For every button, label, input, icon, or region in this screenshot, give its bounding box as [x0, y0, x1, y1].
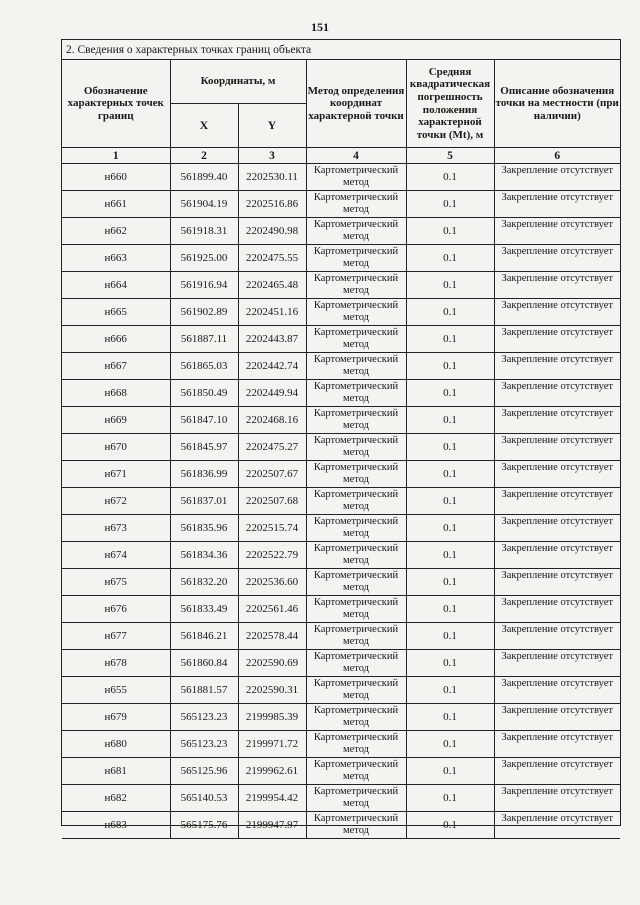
mse-cell: 0.1: [406, 704, 494, 731]
table-tail: [62, 839, 620, 859]
x-coordinate-cell: 561835.96: [170, 515, 238, 542]
y-coordinate-cell: 2202465.48: [238, 272, 306, 299]
mse-cell: 0.1: [406, 515, 494, 542]
x-coordinate-cell: 561847.10: [170, 407, 238, 434]
table-row: [62, 677, 620, 704]
point-id-cell: н655: [62, 677, 170, 704]
y-coordinate-cell: 2202516.86: [238, 191, 306, 218]
point-id-cell: н660: [62, 164, 170, 191]
mse-cell: 0.1: [406, 758, 494, 785]
description-cell: Закрепление отсутствует: [494, 191, 620, 218]
x-coordinate-cell: 565123.23: [170, 731, 238, 758]
mse-cell: 0.1: [406, 461, 494, 488]
point-id-cell: н674: [62, 542, 170, 569]
table-row: [62, 785, 620, 812]
mse-cell: 0.1: [406, 407, 494, 434]
mse-cell: 0.1: [406, 569, 494, 596]
method-cell: Картометрический метод: [306, 515, 406, 542]
column-number: 2: [170, 148, 238, 164]
method-cell: Картометрический метод: [306, 758, 406, 785]
point-id-cell: н661: [62, 191, 170, 218]
x-coordinate-cell: 561904.19: [170, 191, 238, 218]
point-id-cell: н670: [62, 434, 170, 461]
point-id-cell: н667: [62, 353, 170, 380]
table-row: [62, 245, 620, 272]
method-cell: Картометрический метод: [306, 731, 406, 758]
x-coordinate-cell: 561860.84: [170, 650, 238, 677]
description-cell: Закрепление отсутствует: [494, 731, 620, 758]
point-id-cell: н665: [62, 299, 170, 326]
header-coordinates: Координаты, м: [170, 60, 306, 104]
table-row: [62, 569, 620, 596]
method-cell: Картометрический метод: [306, 785, 406, 812]
mse-cell: 0.1: [406, 326, 494, 353]
point-id-cell: н681: [62, 758, 170, 785]
points-table: [62, 60, 620, 839]
table-row: [62, 704, 620, 731]
header-designation: Обозначение характерных точек границ: [62, 60, 170, 148]
mse-cell: 0.1: [406, 218, 494, 245]
method-cell: Картометрический метод: [306, 353, 406, 380]
section-title: 2. Сведения о характерных точках границ объекта: [62, 40, 620, 60]
y-coordinate-cell: 2202530.11: [238, 164, 306, 191]
y-coordinate-cell: 2202515.74: [238, 515, 306, 542]
header-y: Y: [238, 104, 306, 148]
y-coordinate-cell: 2202475.27: [238, 434, 306, 461]
y-coordinate-cell: 2199971.72: [238, 731, 306, 758]
y-coordinate-cell: 2202578.44: [238, 623, 306, 650]
method-cell: Картометрический метод: [306, 623, 406, 650]
table-row: [62, 326, 620, 353]
point-id-cell: н679: [62, 704, 170, 731]
description-cell: Закрепление отсутствует: [494, 461, 620, 488]
method-cell: Картометрический метод: [306, 596, 406, 623]
y-coordinate-cell: 2202590.31: [238, 677, 306, 704]
header-description: Описание обозначения точки на местности (при наличии): [494, 60, 620, 148]
point-id-cell: н666: [62, 326, 170, 353]
description-cell: Закрепление отсутствует: [494, 569, 620, 596]
mse-cell: 0.1: [406, 245, 494, 272]
description-cell: Закрепление отсутствует: [494, 542, 620, 569]
table-row: [62, 758, 620, 785]
y-coordinate-cell: 2202475.55: [238, 245, 306, 272]
method-cell: Картометрический метод: [306, 677, 406, 704]
points-sheet: [61, 39, 621, 836]
method-cell: Картометрический метод: [306, 650, 406, 677]
x-coordinate-cell: 561916.94: [170, 272, 238, 299]
point-id-cell: н664: [62, 272, 170, 299]
y-coordinate-cell: 2202451.16: [238, 299, 306, 326]
table-row: [62, 650, 620, 677]
column-number: 3: [238, 148, 306, 164]
table-row: [62, 434, 620, 461]
description-cell: Закрепление отсутствует: [494, 407, 620, 434]
y-coordinate-cell: 2202468.16: [238, 407, 306, 434]
header-method: Метод определения координат характерной точки: [306, 60, 406, 148]
x-coordinate-cell: 561865.03: [170, 353, 238, 380]
description-cell: Закрепление отсутствует: [494, 326, 620, 353]
mse-cell: 0.1: [406, 650, 494, 677]
description-cell: Закрепление отсутствует: [494, 758, 620, 785]
point-id-cell: н671: [62, 461, 170, 488]
point-id-cell: н677: [62, 623, 170, 650]
description-cell: Закрепление отсутствует: [494, 272, 620, 299]
x-coordinate-cell: 561846.21: [170, 623, 238, 650]
description-cell: Закрепление отсутствует: [494, 488, 620, 515]
table-row: [62, 218, 620, 245]
x-coordinate-cell: 561902.89: [170, 299, 238, 326]
point-id-cell: н669: [62, 407, 170, 434]
table-row: [62, 542, 620, 569]
x-coordinate-cell: 561833.49: [170, 596, 238, 623]
x-coordinate-cell: 565175.76: [170, 812, 238, 839]
table-body: [62, 164, 620, 839]
point-id-cell: н668: [62, 380, 170, 407]
mse-cell: 0.1: [406, 596, 494, 623]
description-cell: Закрепление отсутствует: [494, 623, 620, 650]
table-row: [62, 191, 620, 218]
method-cell: Картометрический метод: [306, 218, 406, 245]
x-coordinate-cell: 561887.11: [170, 326, 238, 353]
x-coordinate-cell: 565123.23: [170, 704, 238, 731]
y-coordinate-cell: 2199985.39: [238, 704, 306, 731]
point-id-cell: н675: [62, 569, 170, 596]
column-number: 1: [62, 148, 170, 164]
table-row: [62, 488, 620, 515]
point-id-cell: н682: [62, 785, 170, 812]
mse-cell: 0.1: [406, 785, 494, 812]
y-coordinate-cell: 2202490.98: [238, 218, 306, 245]
y-coordinate-cell: 2202442.74: [238, 353, 306, 380]
table-row: [62, 623, 620, 650]
column-number: 4: [306, 148, 406, 164]
description-cell: Закрепление отсутствует: [494, 245, 620, 272]
table-row: [62, 515, 620, 542]
table-row: [62, 299, 620, 326]
table-row: [62, 596, 620, 623]
method-cell: Картометрический метод: [306, 461, 406, 488]
point-id-cell: н678: [62, 650, 170, 677]
header-x: X: [170, 104, 238, 148]
description-cell: Закрепление отсутствует: [494, 299, 620, 326]
mse-cell: 0.1: [406, 488, 494, 515]
x-coordinate-cell: 561832.20: [170, 569, 238, 596]
method-cell: Картометрический метод: [306, 488, 406, 515]
x-coordinate-cell: 561899.40: [170, 164, 238, 191]
method-cell: Картометрический метод: [306, 569, 406, 596]
table-row: [62, 272, 620, 299]
mse-cell: 0.1: [406, 353, 494, 380]
mse-cell: 0.1: [406, 299, 494, 326]
method-cell: Картометрический метод: [306, 191, 406, 218]
x-coordinate-cell: 561845.97: [170, 434, 238, 461]
point-id-cell: н672: [62, 488, 170, 515]
x-coordinate-cell: 565140.53: [170, 785, 238, 812]
point-id-cell: н683: [62, 812, 170, 839]
method-cell: Картометрический метод: [306, 704, 406, 731]
method-cell: Картометрический метод: [306, 434, 406, 461]
y-coordinate-cell: 2202443.87: [238, 326, 306, 353]
description-cell: Закрепление отсутствует: [494, 785, 620, 812]
mse-cell: 0.1: [406, 191, 494, 218]
table-row: [62, 461, 620, 488]
description-cell: Закрепление отсутствует: [494, 218, 620, 245]
table-row: [62, 407, 620, 434]
x-coordinate-cell: 561834.36: [170, 542, 238, 569]
method-cell: Картометрический метод: [306, 380, 406, 407]
description-cell: Закрепление отсутствует: [494, 677, 620, 704]
y-coordinate-cell: 2202590.69: [238, 650, 306, 677]
y-coordinate-cell: 2199954.42: [238, 785, 306, 812]
x-coordinate-cell: 561925.00: [170, 245, 238, 272]
x-coordinate-cell: 565125.96: [170, 758, 238, 785]
method-cell: Картометрический метод: [306, 245, 406, 272]
page-number: 151: [311, 20, 329, 34]
point-id-cell: н663: [62, 245, 170, 272]
point-id-cell: н662: [62, 218, 170, 245]
mse-cell: 0.1: [406, 434, 494, 461]
description-cell: Закрепление отсутствует: [494, 650, 620, 677]
y-coordinate-cell: 2202536.60: [238, 569, 306, 596]
description-cell: Закрепление отсутствует: [494, 164, 620, 191]
method-cell: Картометрический метод: [306, 272, 406, 299]
x-coordinate-cell: 561837.01: [170, 488, 238, 515]
x-coordinate-cell: 561881.57: [170, 677, 238, 704]
description-cell: Закрепление отсутствует: [494, 353, 620, 380]
table-row: [62, 380, 620, 407]
method-cell: Картометрический метод: [306, 164, 406, 191]
column-number: 5: [406, 148, 494, 164]
mse-cell: 0.1: [406, 812, 494, 839]
column-number: 6: [494, 148, 620, 164]
mse-cell: 0.1: [406, 542, 494, 569]
method-cell: Картометрический метод: [306, 542, 406, 569]
x-coordinate-cell: 561836.99: [170, 461, 238, 488]
y-coordinate-cell: 2202561.46: [238, 596, 306, 623]
description-cell: Закрепление отсутствует: [494, 434, 620, 461]
table-row: [62, 812, 620, 839]
y-coordinate-cell: 2202449.94: [238, 380, 306, 407]
method-cell: Картометрический метод: [306, 812, 406, 839]
description-cell: Закрепление отсутствует: [494, 380, 620, 407]
method-cell: Картометрический метод: [306, 326, 406, 353]
y-coordinate-cell: 2199947.97: [238, 812, 306, 839]
mse-cell: 0.1: [406, 272, 494, 299]
mse-cell: 0.1: [406, 731, 494, 758]
table-row: [62, 164, 620, 191]
description-cell: Закрепление отсутствует: [494, 515, 620, 542]
y-coordinate-cell: 2202507.67: [238, 461, 306, 488]
header-mse: Средняя квадратическая погрешность положения характерной точки (Mt), м: [406, 60, 494, 148]
point-id-cell: н676: [62, 596, 170, 623]
point-id-cell: н673: [62, 515, 170, 542]
description-cell: Закрепление отсутствует: [494, 704, 620, 731]
y-coordinate-cell: 2202522.79: [238, 542, 306, 569]
table-row: [62, 731, 620, 758]
description-cell: Закрепление отсутствует: [494, 596, 620, 623]
y-coordinate-cell: 2202507.68: [238, 488, 306, 515]
mse-cell: 0.1: [406, 677, 494, 704]
x-coordinate-cell: 561918.31: [170, 218, 238, 245]
point-id-cell: н680: [62, 731, 170, 758]
mse-cell: 0.1: [406, 164, 494, 191]
x-coordinate-cell: 561850.49: [170, 380, 238, 407]
method-cell: Картометрический метод: [306, 407, 406, 434]
method-cell: Картометрический метод: [306, 299, 406, 326]
mse-cell: 0.1: [406, 380, 494, 407]
table-row: [62, 353, 620, 380]
mse-cell: 0.1: [406, 623, 494, 650]
y-coordinate-cell: 2199962.61: [238, 758, 306, 785]
description-cell: Закрепление отсутствует: [494, 812, 620, 839]
